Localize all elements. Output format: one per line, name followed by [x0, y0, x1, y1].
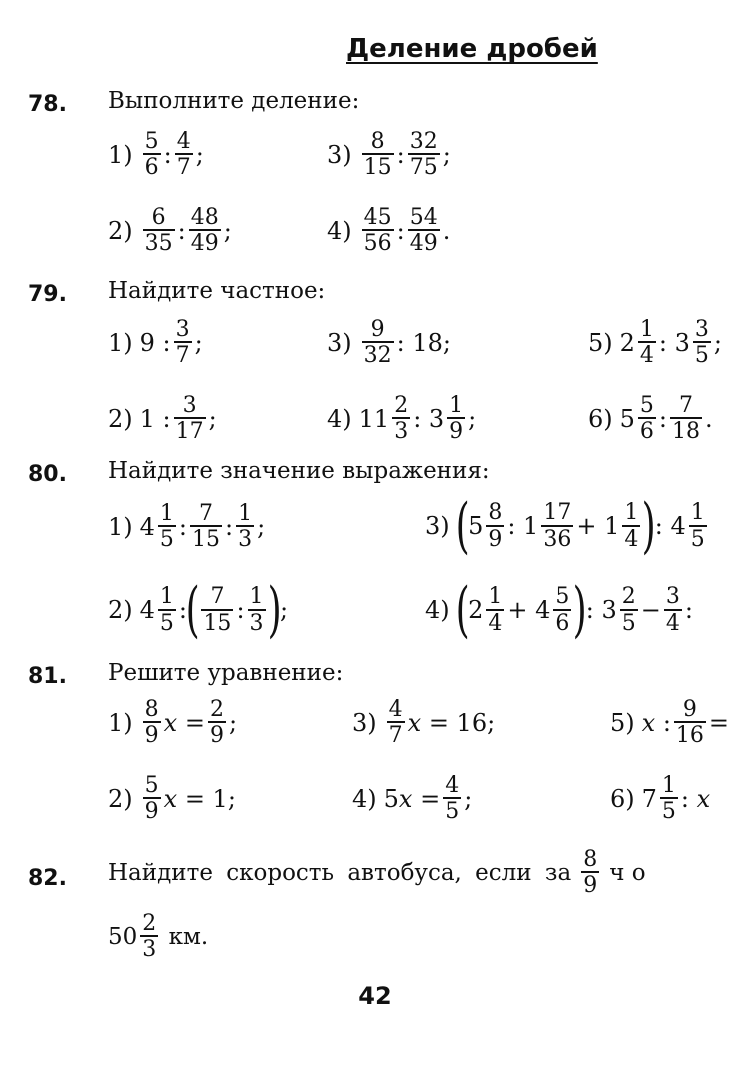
problem-81-3: 3) 4 7 x = 16;: [352, 697, 496, 749]
problem-81-6: 6) 7 1 5 : x: [610, 773, 711, 825]
problem-78-4: 4) 45 56 : 54 49 .: [327, 205, 451, 257]
problem-78-2: 2) 6 35 : 48 49 ;: [108, 205, 232, 257]
problem-80-3: 3) ( 5 8 9 : 1 17 36 + 1 1 4 ) : 4 1 5: [425, 491, 705, 561]
exercise-number: 80.: [28, 462, 67, 487]
problem-78-3: 3) 8 15 : 32 75 ;: [327, 129, 451, 181]
exercise-prompt: Выполните деление:: [108, 88, 360, 114]
problem-80-4: 4) ( 2 1 4 + 4 5 6 ) : 3 2 5 − 3 4 :: [425, 575, 693, 645]
problem-79-3: 3) 9 32 : 18;: [327, 317, 451, 369]
problem-79-6: 6) 5 5 6 : 7 18 .: [588, 393, 713, 445]
problem-82-line2: 50 2 3 км.: [108, 911, 209, 963]
problem-78-1: 1) 5 6 : 4 7 ;: [108, 129, 204, 181]
exercise-prompt: Найдите значение выражения:: [108, 458, 490, 484]
problem-81-4: 4) 5 x = 4 5 ;: [352, 773, 473, 825]
problem-79-1: 1) 9 : 3 7 ;: [108, 317, 203, 369]
problem-80-2: 2) 4 1 5 : ( 7 15 : 1 3 ) ;: [108, 575, 289, 645]
exercise-number: 81.: [28, 664, 67, 689]
problem-82-text: Найдите скорость автобуса, если за 8 9 ч о: [108, 847, 646, 899]
problem-81-2: 2) 5 9 x = 1;: [108, 773, 236, 825]
exercise-number: 78.: [28, 92, 67, 117]
problem-79-4: 4) 11 2 3 : 3 1 9 ;: [327, 393, 477, 445]
page-title: Деление дробей: [346, 34, 598, 64]
problem-81-5: 5) x : 9 16 =: [610, 697, 730, 749]
page-number: 42: [358, 982, 392, 1010]
problem-79-5: 5) 2 1 4 : 3 3 5 ;: [588, 317, 722, 369]
problem-80-1: 1) 4 1 5 : 7 15 : 1 3 ;: [108, 501, 266, 553]
exercise-prompt: Найдите частное:: [108, 278, 326, 304]
problem-79-2: 2) 1 : 3 17 ;: [108, 393, 217, 445]
exercise-number: 79.: [28, 282, 67, 307]
exercise-number: 82.: [28, 866, 67, 891]
exercise-prompt: Решите уравнение:: [108, 660, 344, 686]
problem-81-1: 1) 8 9 x = 2 9 ;: [108, 697, 238, 749]
